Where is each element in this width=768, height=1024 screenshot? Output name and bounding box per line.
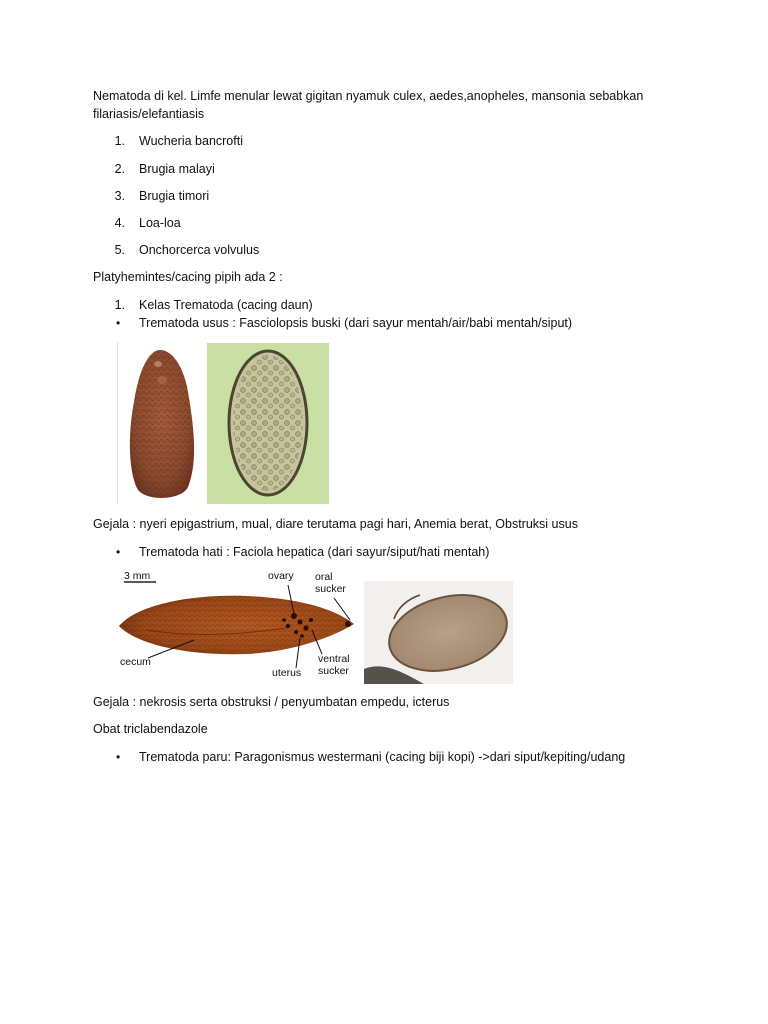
list-item: Brugia timori: [139, 189, 210, 203]
list-number: 2.: [114, 162, 125, 176]
fasciola-egg-image: [364, 581, 513, 684]
list-number: 1.: [114, 134, 125, 148]
bullet-trematoda-hati: Trematoda hati : Faciola hepatica (dari sayur/siput/hati mentah): [139, 545, 490, 559]
ventral-label-2: sucker: [318, 665, 349, 677]
obat-text: Obat triclabendazole: [93, 722, 208, 736]
oral-label-1: oral: [315, 571, 333, 583]
list-number: 5.: [114, 243, 125, 257]
list-item: Onchorcerca volvulus: [139, 243, 260, 257]
fasciola-hepatica-image: [116, 568, 362, 682]
fasciolopsis-egg-image: [207, 343, 329, 504]
bullet-trematoda-paru: Trematoda paru: Paragonismus westermani (cacing biji kopi) ->dari siput/kepiting/udang: [139, 750, 626, 764]
intro-line-1: Nematoda di kel. Limfe menular lewat gigitan nyamuk culex, aedes,anopheles, mansonia sebabkan: [93, 89, 644, 103]
uterus-label: uterus: [272, 667, 302, 679]
oral-label-2: sucker: [315, 583, 346, 595]
scale-label: 3 mm: [124, 570, 151, 582]
platyhelminthes-intro: Platyhemintes/cacing pipih ada 2 :: [93, 270, 283, 284]
ovary-label: ovary: [268, 570, 294, 582]
list-item: Loa-loa: [139, 216, 181, 230]
gejala-hati: Gejala : nekrosis serta obstruksi / penyumbatan empedu, icterus: [93, 695, 450, 709]
gejala-usus: Gejala : nyeri epigastrium, mual, diare terutama pagi hari, Anemia berat, Obstruksi usus: [93, 517, 578, 531]
ventral-label-1: ventral: [318, 653, 350, 665]
bullet-trematoda-usus: Trematoda usus : Fasciolopsis buski (dari sayur mentah/air/babi mentah/siput): [139, 316, 573, 330]
bullet-symbol: •: [116, 316, 121, 330]
cecum-label: cecum: [120, 656, 151, 668]
intro-line-2: filariasis/elefantiasis: [93, 107, 205, 121]
list-item: Wucheria bancrofti: [139, 134, 243, 148]
fasciolopsis-worm-image: [117, 342, 207, 504]
class-trematoda: Kelas Trematoda (cacing daun): [139, 298, 313, 312]
bullet-symbol: •: [116, 545, 121, 559]
bullet-symbol: •: [116, 750, 121, 764]
list-number: 1.: [114, 298, 125, 312]
list-number: 4.: [114, 216, 125, 230]
list-number: 3.: [114, 189, 125, 203]
list-item: Brugia malayi: [139, 162, 215, 176]
